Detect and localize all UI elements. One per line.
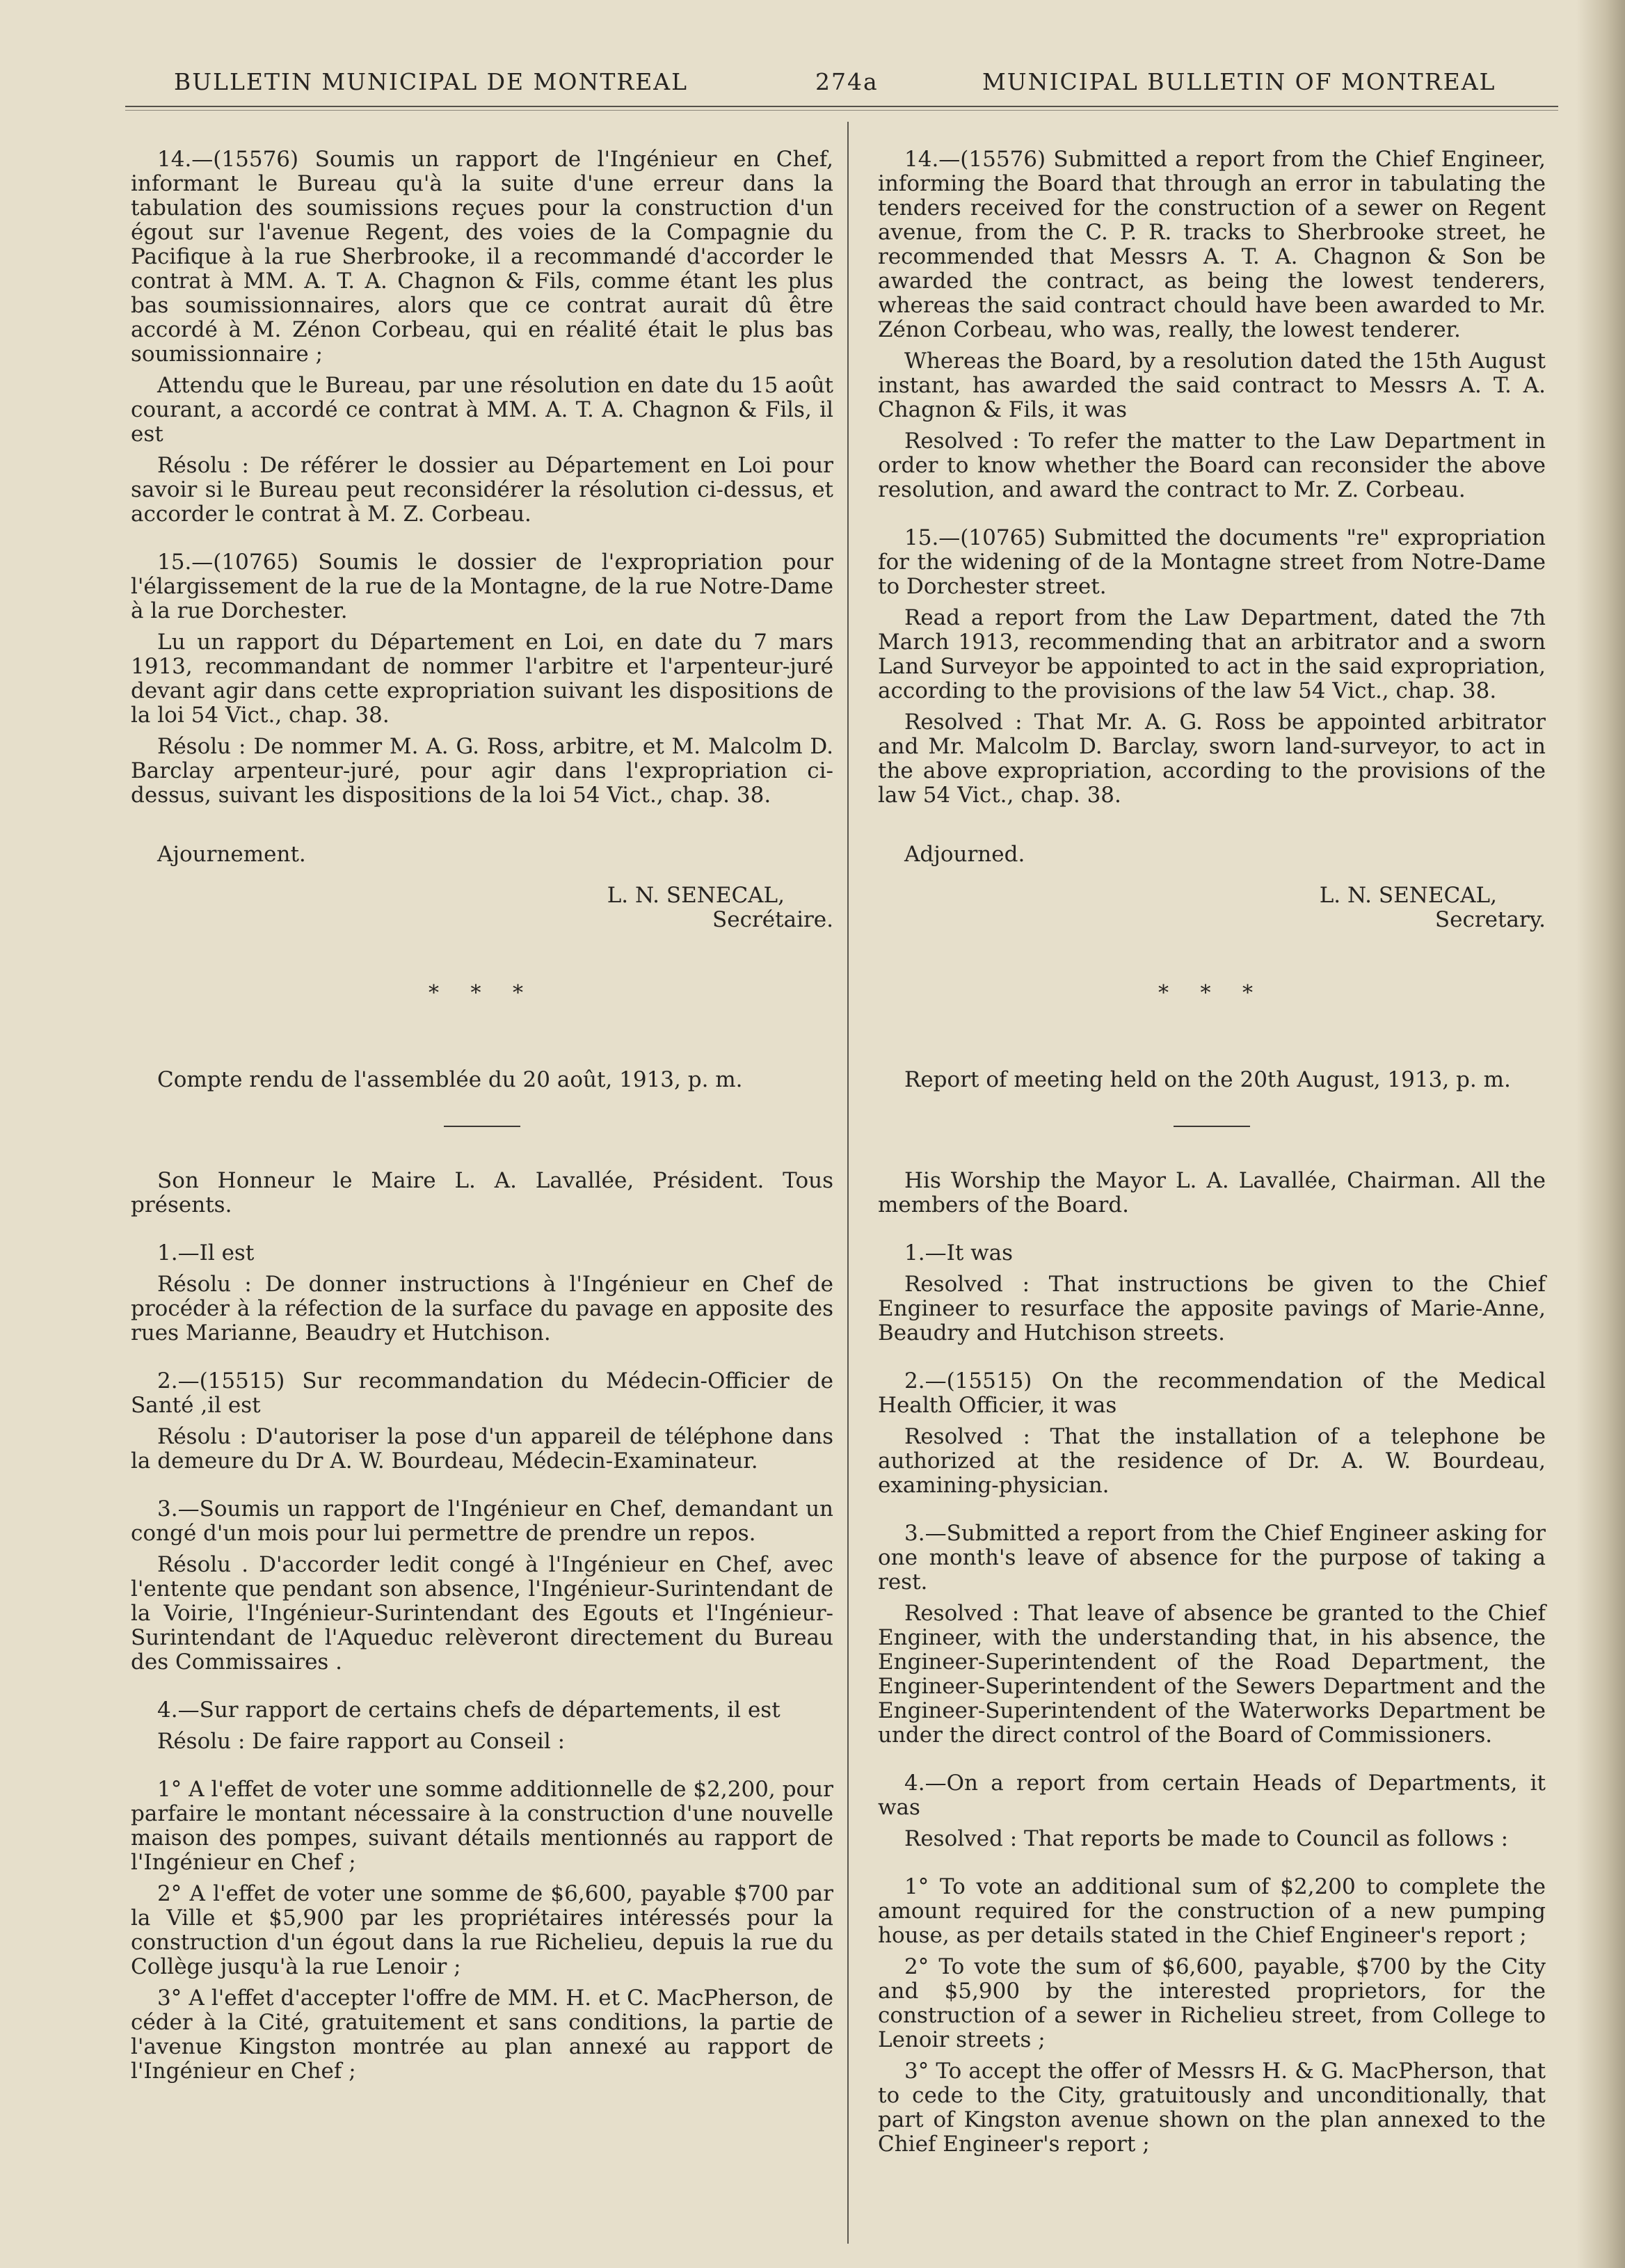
book-spine-shadow [1576, 0, 1625, 2268]
short-rule [444, 1126, 520, 1127]
french-column [131, 147, 833, 2091]
header-rule-secondary [125, 110, 1558, 111]
item-4-point-1: 1° A l'effet de voter une somme additionnelle de $2,200, pour parfaire le montant nécessaire à la construction d'une nouvelle maison des pompes, suivant détails mentionnés au rapport de l'Ingénieur en Chef ; [131, 1777, 833, 1875]
section-separator-stars: * * * [1158, 981, 1266, 1005]
column-divider [847, 122, 849, 2244]
item-4-point-3: 3° A l'effet d'accepter l'offre de MM. H. et C. MacPherson, de céder à la Cité, gratuitement et sans conditions, la partie de l'avenue Kingston montrée au plan annexé au rapport de l'Ingénieur en Chef ; [131, 1986, 833, 2084]
item-15-report: Read a report from the Law Department, dated the 7th March 1913, recommending that an arbitrator and a sworn Land Surveyor be appointed to act in the said expropriation, according to the provisions of the law 54 Vict., chap. 38. [878, 605, 1546, 703]
signature-title: Secrétaire. [712, 907, 833, 932]
item-14-submission: 14.—(15576) Soumis un rapport de l'Ingénieur en Chef, informant le Bureau qu'à la suite d'une erreur dans la tabulation des soumissions reçues pour la construction d'un égout sur l'avenue Regent, des voies de la Compagnie du Pacifique à la rue Sherbrooke, il a recommandé d'accorder le contrat à MM. A. T. A. Chagnon & Fils, comme étant les plus bas soumissionnaires, alors que ce contrat aurait dû être accordé à M. Zénon Corbeau, qui en réalité était le plus bas soumissionnaire ; [131, 147, 833, 367]
item-14-submission: 14.—(15576) Submitted a report from the Chief Engineer, informing the Board that through an error in tabulating the tenders received for the construction of a sewer on Regent avenue, from the C. P. R. tracks to Sherbrooke street, he recommended that Messrs A. T. A. Chagnon & Son be awarded the contract, as being the lowest tenderers, whereas the said contract chould have been awarded to Mr. Zénon Corbeau, who was, really, the lowest tenderer. [878, 147, 1546, 342]
item-4-heading: 4.—Sur rapport de certains chefs de départements, il est [157, 1698, 781, 1723]
item-15-resolution: Resolved : That Mr. A. G. Ross be appointed arbitrator and Mr. Malcolm D. Barclay, sworn land-surveyor, to act in the above expropriation, according to the provisions of the law 54 Vict., chap. 38. [878, 710, 1546, 808]
item-2-resolution: Resolved : That the installation of a telephone be authorized at the residence of Dr. A. W. Bourdeau, examining-physician. [878, 1424, 1546, 1498]
item-4-point-2: 2° To vote the sum of $6,600, payable, $700 by the City and $5,900 by the interested proprietors, for the construction of a sewer in Richelieu street, from College to Lenoir streets ; [878, 1954, 1546, 2052]
item-4-point-1: 1° To vote an additional sum of $2,200 to complete the amount required for the construction of a new pumping house, as per details stated in the Chief Engineer's report ; [878, 1874, 1546, 1948]
section-separator-stars: * * * [428, 981, 536, 1005]
meeting-report-title: Report of meeting held on the 20th August, 1913, p. m. [904, 1067, 1511, 1092]
item-14-whereas: Whereas the Board, by a resolution dated the 15th August instant, has awarded the said contract to Messrs A. T. A. Chagnon & Fils, it was [878, 349, 1546, 422]
item-4-resolution: Resolved : That reports be made to Council as follows : [904, 1826, 1509, 1851]
item-14-whereas: Attendu que le Bureau, par une résolution en date du 15 août courant, a accordé ce contrat à MM. A. T. A. Chagnon & Fils, il est [131, 373, 833, 447]
signature-title: Secretary. [1434, 907, 1546, 932]
page-number: 274a [815, 68, 879, 95]
header-english-title: MUNICIPAL BULLETIN OF MONTREAL [982, 68, 1496, 95]
short-rule [1174, 1126, 1250, 1127]
signature-name: L. N. SENECAL, [1319, 883, 1497, 908]
item-4-heading: 4.—On a report from certain Heads of Departments, it was [878, 1771, 1546, 1820]
english-column [878, 147, 1546, 2164]
meeting-chair: His Worship the Mayor L. A. Lavallée, Chairman. All the members of the Board. [878, 1168, 1546, 1217]
item-14-resolution: Résolu : De référer le dossier au Département en Loi pour savoir si le Bureau peut reconsidérer la résolution ci-dessus, et accorder le contrat à M. Z. Corbeau. [131, 453, 833, 527]
adjournment: Ajournement. [157, 842, 306, 867]
item-4-point-2: 2° A l'effet de voter une somme de $6,600, payable $700 par la Ville et $5,900 par les propriétaires intéressés pour la construction d'un égout dans la rue Richelieu, depuis la rue du Collège jusqu'à la rue Lenoir ; [131, 1881, 833, 1979]
item-2-heading: 2.—(15515) On the recommendation of the Medical Health Officier, it was [878, 1368, 1546, 1418]
page-header [0, 68, 1558, 110]
item-1-heading: 1.—Il est [157, 1240, 255, 1265]
item-3-resolution: Résolu . D'accorder ledit congé à l'Ingénieur en Chef, avec l'entente que pendant son absence, l'Ingénieur-Surintendant de la Voirie, l'Ingénieur-Surintendant des Egouts et l'Ingénieur-Surintendant de l'Aqueduc relèveront directement du Bureau des Commissaires . [131, 1552, 833, 1675]
item-2-resolution: Résolu : D'autoriser la pose d'un appareil de téléphone dans la demeure du Dr A. W. Bourdeau, Médecin-Examinateur. [131, 1424, 833, 1474]
item-3-submission: 3.—Submitted a report from the Chief Engineer asking for one month's leave of absence for the purpose of taking a rest. [878, 1521, 1546, 1595]
item-14-resolution: Resolved : To refer the matter to the Law Department in order to know whether the Board can reconsider the above resolution, and award the contract to Mr. Z. Corbeau. [878, 429, 1546, 502]
item-3-submission: 3.—Soumis un rapport de l'Ingénieur en Chef, demandant un congé d'un mois pour lui permettre de prendre un repos. [131, 1496, 833, 1546]
item-1-resolution: Resolved : That instructions be given to the Chief Engineer to resurface the apposite pavings of Marie-Anne, Beaudry and Hutchison streets. [878, 1272, 1546, 1345]
item-15-report: Lu un rapport du Département en Loi, en date du 7 mars 1913, recommandant de nommer l'arbitre et l'arpenteur-juré devant agir dans cette expropriation suivant les dispositions de la loi 54 Vict., chap. 38. [131, 630, 833, 728]
item-15-submission: 15.—(10765) Soumis le dossier de l'expropriation pour l'élargissement de la rue de la Montagne, de la rue Notre-Dame à la rue Dorchester. [131, 550, 833, 623]
item-2-heading: 2.—(15515) Sur recommandation du Médecin-Officier de Santé ,il est [131, 1368, 833, 1418]
signature-block [131, 884, 833, 932]
item-1-resolution: Résolu : De donner instructions à l'Ingénieur en Chef de procéder à la réfection de la surface du pavage en apposite des rues Marianne, Beaudry et Hutchison. [131, 1272, 833, 1345]
item-1-heading: 1.—It was [904, 1240, 1014, 1265]
signature-name: L. N. SENECAL, [607, 883, 785, 908]
header-french-title: BULLETIN MUNICIPAL DE MONTREAL [174, 68, 689, 95]
meeting-report-title: Compte rendu de l'assemblée du 20 août, 1913, p. m. [157, 1067, 743, 1092]
meeting-chair: Son Honneur le Maire L. A. Lavallée, Président. Tous présents. [131, 1168, 833, 1217]
item-4-resolution: Résolu : De faire rapport au Conseil : [157, 1729, 566, 1754]
item-3-resolution: Resolved : That leave of absence be granted to the Chief Engineer, with the understanding that, in his absence, the Engineer-Superintendent of the Road Department, the Engineer-Superintendent of the Sewers Department and the Engineer-Superintendent of the Waterworks Department be under the direct control of the Board of Commissioners. [878, 1601, 1546, 1748]
header-rule [125, 106, 1558, 107]
adjournment: Adjourned. [904, 842, 1025, 867]
item-15-submission: 15.—(10765) Submitted the documents "re" expropriation for the widening of de la Montagne street from Notre-Dame to Dorchester street. [878, 525, 1546, 599]
item-4-point-3: 3° To accept the offer of Messrs H. & G. MacPherson, that to cede to the City, gratuitously and unconditionally, that part of Kingston avenue shown on the plan annexed to the Chief Engineer's report ; [878, 2059, 1546, 2157]
item-15-resolution: Résolu : De nommer M. A. G. Ross, arbitre, et M. Malcolm D. Barclay arpenteur-juré, pour agir dans l'expropriation ci-dessus, suivant les dispositions de la loi 54 Vict., chap. 38. [131, 734, 833, 808]
signature-block [878, 884, 1546, 932]
